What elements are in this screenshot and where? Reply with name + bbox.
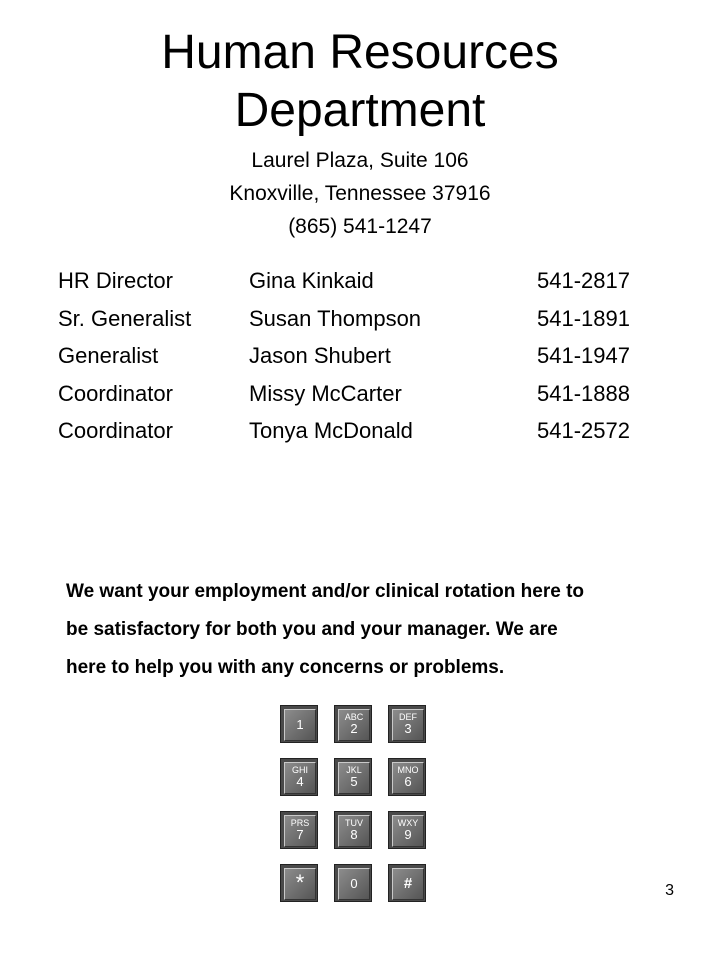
staff-row [58, 300, 698, 338]
staff-name: Susan Thompson [249, 305, 422, 331]
key-digit: 5 [350, 774, 358, 789]
address-block [0, 144, 720, 243]
key-letters: JKL [346, 765, 362, 775]
key-letters: PRS [290, 818, 310, 828]
staff-directory [58, 262, 698, 450]
staff-row [58, 412, 698, 450]
staff-role: Generalist [58, 343, 159, 368]
keypad-key-4 [280, 758, 318, 796]
message-line-3: here to help you with any concerns or problems. [66, 657, 505, 678]
key-letters: WXY [397, 818, 419, 828]
keypad-key-3 [388, 705, 426, 743]
keypad-key-5 [334, 758, 372, 796]
staff-row [58, 375, 698, 413]
staff-role: HR Director [58, 268, 173, 293]
staff-role: Coordinator [58, 380, 173, 406]
staff-name: Gina Kinkaid [249, 268, 374, 293]
staff-role: Sr. Generalist [58, 305, 192, 331]
staff-row [58, 262, 698, 300]
staff-phone: 541-2817 [537, 268, 630, 293]
key-digit: 3 [404, 721, 412, 736]
hash-icon: # [403, 875, 413, 892]
page-title [0, 24, 720, 140]
address-city: Knoxville, Tennessee 37916 [229, 182, 491, 205]
key-digit: 1 [296, 717, 304, 732]
keypad-key-hash [388, 864, 426, 902]
staff-phone: 541-2572 [537, 418, 630, 443]
key-digit: 9 [404, 827, 412, 842]
support-message [66, 573, 676, 687]
keypad-key-7 [280, 811, 318, 849]
key-digit: 6 [404, 774, 412, 789]
staff-name: Missy McCarter [249, 380, 402, 406]
keypad-key-star [280, 864, 318, 902]
keypad-key-1 [280, 705, 318, 743]
staff-phone: 541-1947 [537, 343, 630, 368]
key-letters: ABC [344, 712, 364, 722]
asterisk-icon: * [295, 870, 305, 895]
message-line-1: We want your employment and/or clinical rotation here to [66, 581, 585, 602]
title-line-1: Human Resources [161, 26, 559, 79]
staff-phone: 541-1891 [537, 305, 630, 331]
address-street: Laurel Plaza, Suite 106 [251, 149, 469, 172]
key-letters: GHI [291, 765, 308, 775]
message-line-2: be satisfactory for both you and your manager. We are [66, 619, 558, 640]
keypad-key-6 [388, 758, 426, 796]
keypad-key-9 [388, 811, 426, 849]
key-digit: 8 [350, 827, 358, 842]
key-digit: 7 [296, 827, 304, 842]
title-line-2: Department [234, 84, 486, 137]
key-digit: 4 [296, 774, 304, 789]
keypad-key-0 [334, 864, 372, 902]
staff-row [58, 337, 698, 375]
key-letters: TUV [345, 818, 363, 828]
key-digit: 0 [350, 876, 358, 891]
key-letters: MNO [397, 765, 419, 775]
keypad-key-2 [334, 705, 372, 743]
staff-phone: 541-1888 [537, 380, 630, 406]
keypad-key-8 [334, 811, 372, 849]
address-phone: (865) 541-1247 [288, 215, 432, 238]
page-number: 3 [665, 882, 674, 899]
staff-role: Coordinator [58, 418, 173, 443]
key-digit: 2 [350, 721, 358, 736]
staff-name: Jason Shubert [249, 343, 391, 368]
key-letters: DEF [399, 712, 417, 722]
staff-name: Tonya McDonald [249, 418, 413, 443]
